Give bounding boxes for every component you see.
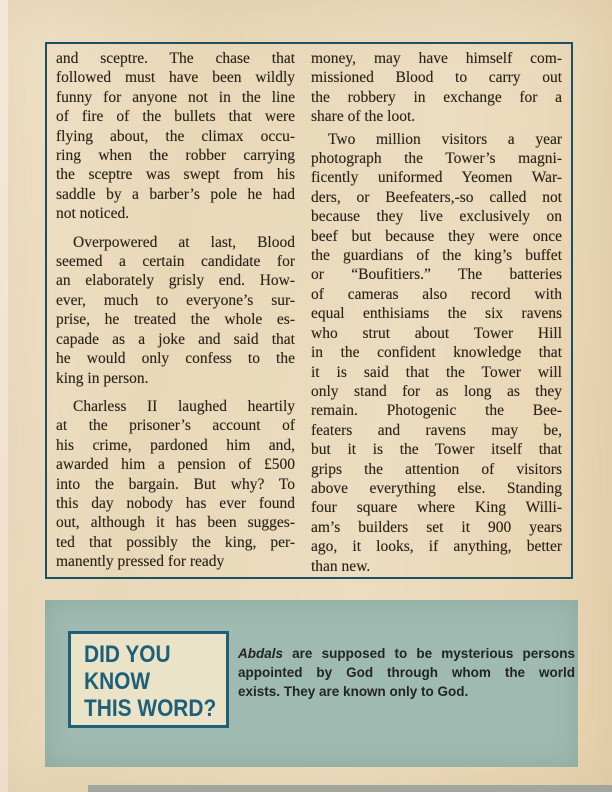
- text-line: [238, 644, 575, 663]
- text-line: the robbery in exchange for a: [311, 88, 562, 106]
- text-line: exists. They are known only to God.: [238, 684, 469, 699]
- text-line: this day nobody has ever found: [56, 494, 295, 512]
- text-line: followed must have been wildly: [56, 69, 295, 87]
- text-line: ever, much to everyone’s sur-: [56, 291, 295, 309]
- text-line: money, may have himself com-: [311, 50, 562, 67]
- text-line: saddle by a barber’s pole he had: [56, 185, 295, 203]
- page-edge-left: [0, 0, 8, 792]
- text-line: photograph the Tower’s magni-: [311, 150, 562, 168]
- paragraph: [311, 49, 562, 127]
- text-line: Two million visitors a year: [328, 130, 562, 148]
- text-line: share of the loot.: [311, 108, 416, 126]
- text-line: remain. Photogenic the Bee-: [311, 402, 562, 420]
- text-line: DID YOU: [84, 641, 171, 668]
- text-line: ring when the robber carrying: [56, 147, 295, 165]
- text-line: or “Boufitiers.” The batteries: [311, 266, 562, 284]
- text-line: appointed by God through whom the world: [238, 665, 575, 680]
- text-line: in the confident knowledge that: [311, 344, 562, 362]
- text-line: equal enthisiams the six ravens: [311, 305, 562, 323]
- text-line: his crime, pardoned him and,: [56, 436, 295, 454]
- text-line: who strut about Tower Hill: [311, 324, 562, 342]
- text-line: manently pressed for ready: [56, 553, 225, 571]
- text-line: seemed a certain candidate for: [56, 253, 295, 271]
- text-line: ders, or Beefeaters,-so called not: [311, 188, 562, 206]
- text-line: funny for anyone not in the line: [56, 88, 295, 106]
- text-line: at the prisoner’s account of: [56, 417, 295, 435]
- text-line: he would only confess to the: [56, 350, 295, 368]
- paragraph: [56, 49, 295, 224]
- word-definition: [238, 644, 575, 701]
- text-line: above everything else. Standing: [311, 479, 562, 497]
- text-line: the sceptre was swept from his: [56, 166, 295, 184]
- text-line: prise, he treated the whole es-: [56, 311, 295, 329]
- article-text-box: [45, 42, 573, 579]
- text-line: grips the attention of visitors: [311, 460, 562, 478]
- text-line: four square where King Willi-: [311, 499, 562, 517]
- text-line: than new.: [311, 557, 371, 575]
- definition-lines: [238, 663, 575, 701]
- text-line: ago, it looks, if anything, better: [311, 538, 562, 556]
- text-line: but it is the Tower itself that: [311, 441, 562, 459]
- text-line: KNOW: [84, 668, 151, 695]
- text-line: king in person.: [56, 369, 149, 387]
- did-you-know-box: [68, 631, 229, 728]
- text-line: because they live exclusively on: [311, 208, 562, 226]
- text-line: the guardians of the king’s buffet: [311, 247, 562, 265]
- text-line: am’s builders set it 900 years: [311, 518, 562, 536]
- text-line: flying about, the climax occu-: [56, 127, 295, 145]
- paragraph: [311, 130, 562, 576]
- text-line: Overpowered at last, Blood: [73, 233, 295, 251]
- paragraph: [56, 233, 295, 388]
- text-line: awarded him a pension of £500: [56, 456, 295, 474]
- text-line: into the bargain. But why? To: [56, 475, 295, 493]
- text-line: out, although it has been sugges-: [56, 514, 295, 532]
- text-line: beef but because they were once: [311, 227, 562, 245]
- text-line: ficently uniformed Yeomen War-: [311, 169, 562, 187]
- page-edge-bottom: [88, 785, 612, 792]
- text-line: an elaborately grisly end. How-: [56, 272, 295, 290]
- text-line: THIS WORD?: [84, 695, 217, 722]
- definition-first-line-rest: are supposed to be mysterious persons: [283, 646, 575, 661]
- text-line: only stand for as long as they: [311, 382, 562, 400]
- article-column-left: [56, 49, 295, 577]
- text-line: ted that possibly the king, per-: [56, 533, 295, 551]
- text-line: missioned Blood to carry out: [311, 69, 562, 87]
- text-line: featers and ravens may be,: [311, 421, 562, 439]
- text-line: and sceptre. The chase that: [56, 50, 295, 67]
- did-you-know-panel: [45, 600, 578, 767]
- text-line: of fire of the bullets that were: [56, 108, 295, 126]
- defined-term: Abdals: [238, 646, 284, 661]
- paragraph: [56, 397, 295, 572]
- text-line: Charless II laughed heartily: [73, 397, 295, 415]
- text-line: not noticed.: [56, 205, 130, 223]
- text-line: it is said that the Tower will: [311, 363, 562, 381]
- article-column-right: [311, 49, 562, 577]
- text-line: of cameras also record with: [311, 285, 562, 303]
- text-line: capade as a joke and said that: [56, 330, 295, 348]
